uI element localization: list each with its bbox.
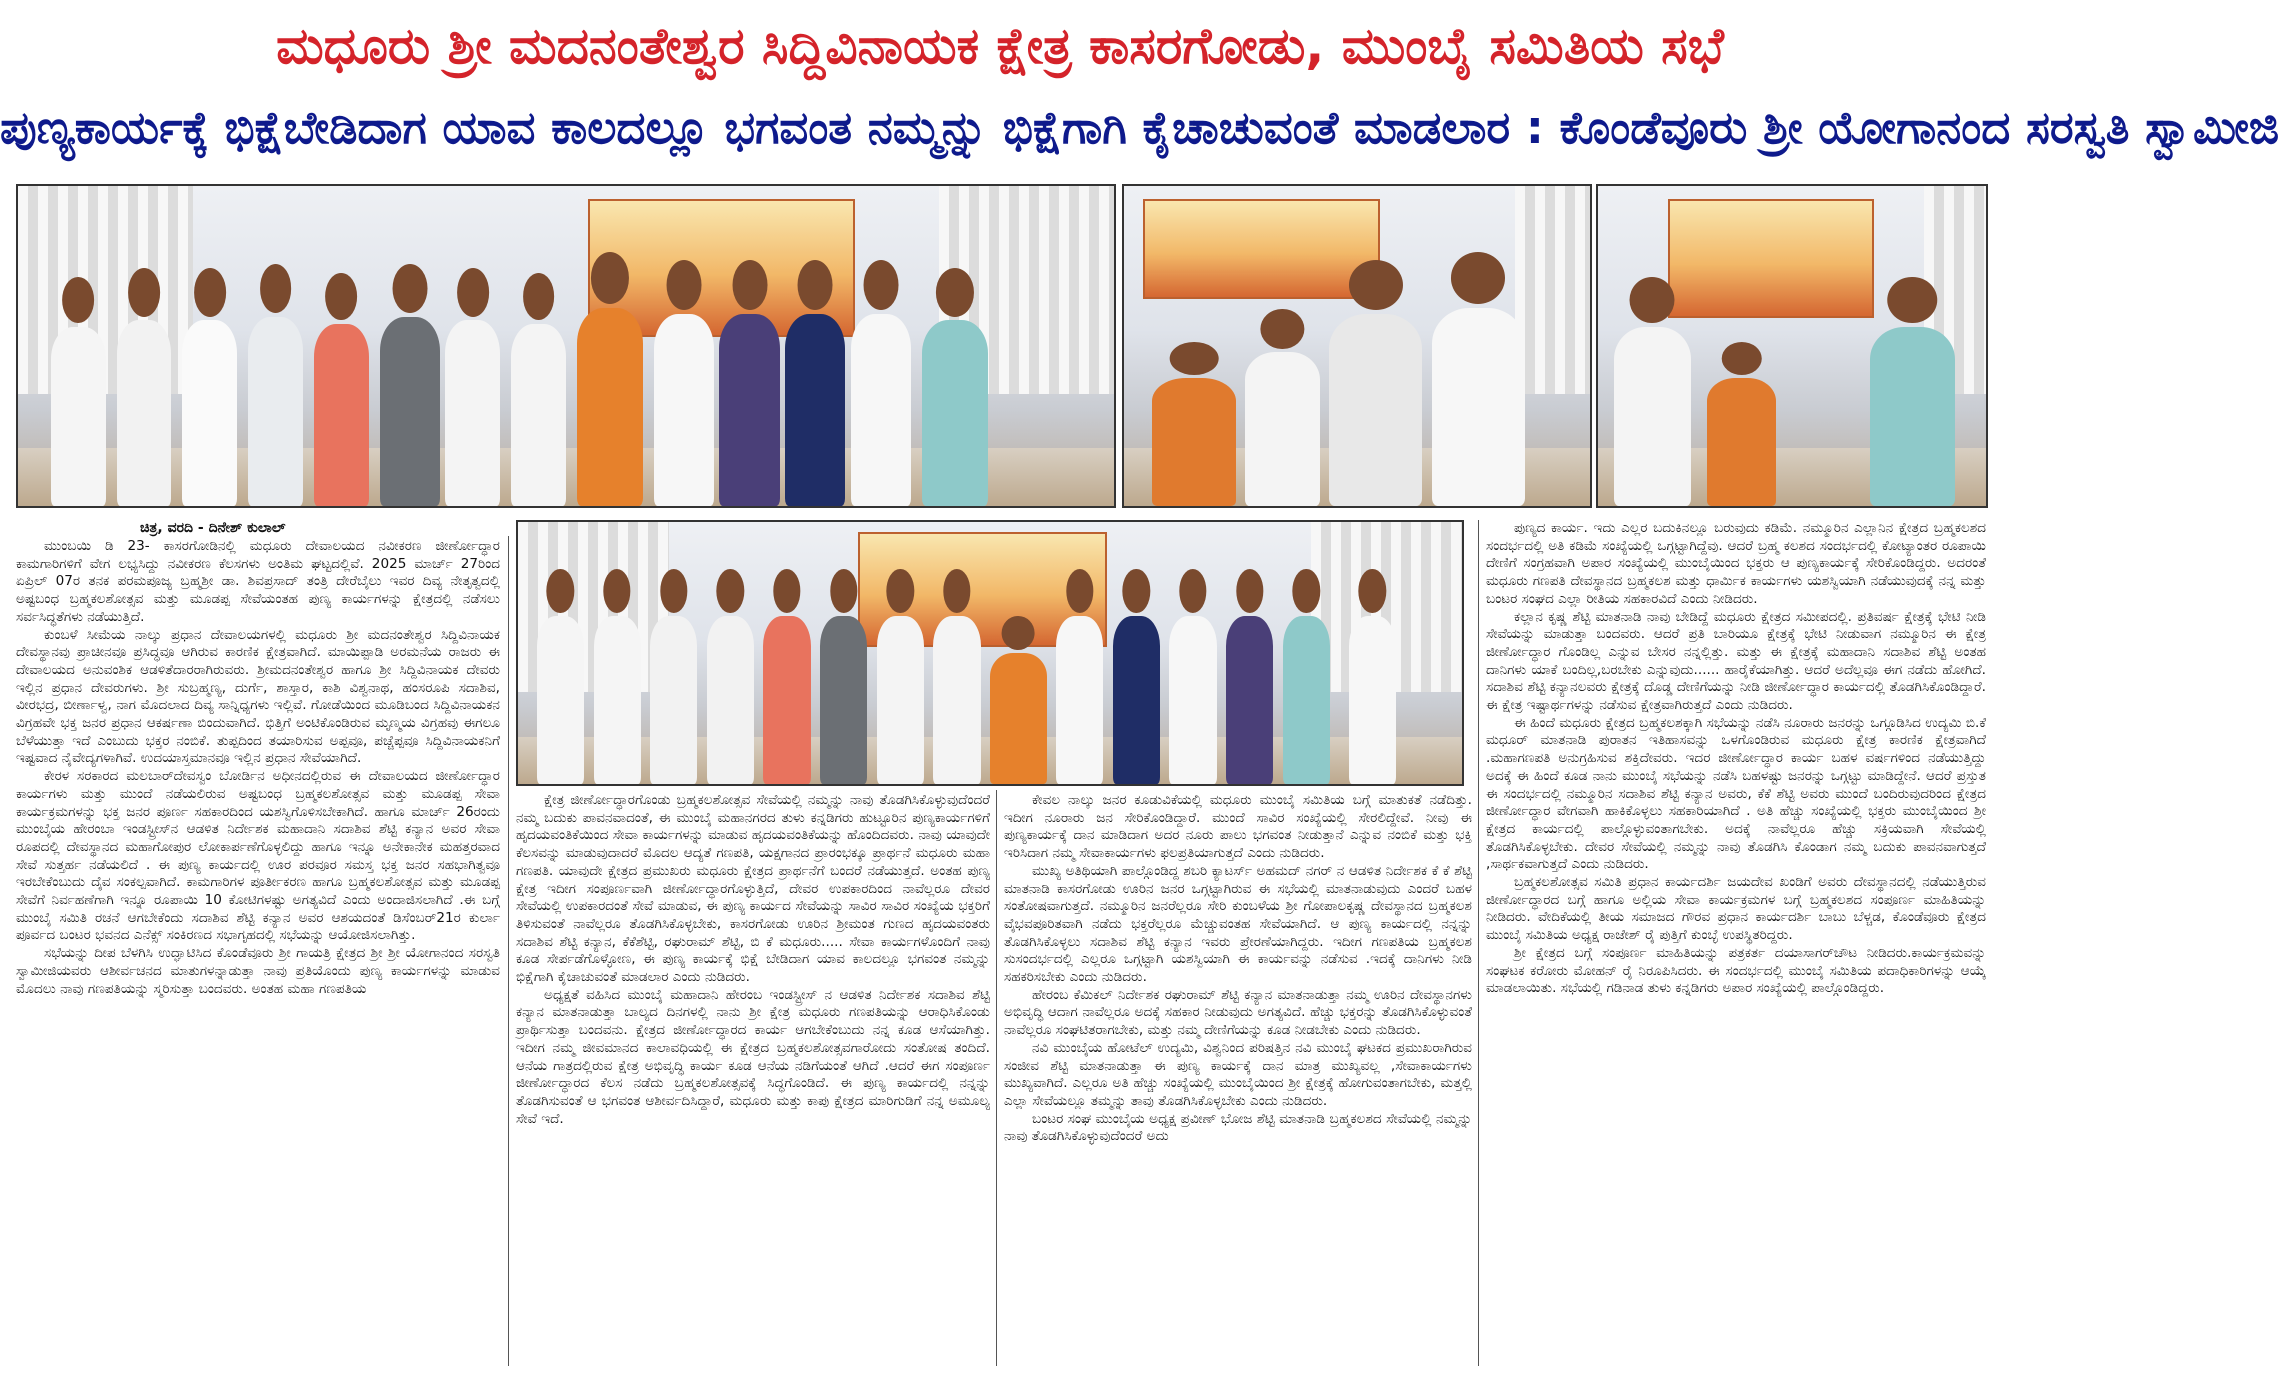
paragraph: ಸಭೆಯನ್ನು ದೀಪ ಬೆಳಗಿಸಿ ಉದ್ಘಾಟಿಸಿದ ಕೊಂಡೆವೂರು ಶ್ರೀ ಗಾಯತ್ರಿ ಕ್ಷೇತ್ರದ ಶ್ರೀ ಶ್ರೀ ಯೋಗಾನಂದ ಸರಸ್ವತಿ ಸ್ವಾಮೀಜಿಯವರು ಆಶೀರ್ವಚನದ ಮಾತುಗಳನ್ನಾಡುತ್ತಾ ನಾವು ಪ್ರತಿಯೊಂದು ಪುಣ್ಯ ಕಾರ್ಯಗಳನ್ನು ಮಾಡುವ ಮೊದಲು ನಾವು ಗಣಪತಿಯನ್ನು ಸ್ಮರಿಸುತ್ತಾ ಬಂದವರು. ಅಂತಹ ಮಹಾ ಗಣಪತಿಯ [16, 945, 500, 997]
paragraph: ಬಂಟರ ಸಂಘ ಮುಂಬೈಯ ಅಧ್ಯಕ್ಷ ಪ್ರವೀಣ್ ಭೋಜ ಶೆಟ್ಟಿ ಮಾತನಾಡಿ ಬ್ರಹ್ಮಕಲಶದ ಸೇವೆಯಲ್ಲಿ ನಮ್ಮನ್ನು ನಾವು ತೊಡಗಿಸಿಕೊಳ್ಳುವುದೆಂದರೆ ಅದು [1004, 1110, 1472, 1145]
paragraph: ಕೇರಳ ಸರಕಾರದ ಮಲಬಾರ್‌ದೇವಸ್ವಂ ಬೋರ್ಡಿನ ಅಧೀನದಲ್ಲಿರುವ ಈ ದೇವಾಲಯದ ಜೀರ್ಣೋದ್ಧಾರ ಕಾರ್ಯಗಳು ಮತ್ತು ಮುಂದೆ ನಡೆಯಲಿರುವ ಅಷ್ಟಬಂಧ ಬ್ರಹ್ಮಕಲಶೋತ್ಸವ ಮತ್ತು ಮೂಡಪ್ಪ ಸೇವಾ ಕಾರ್ಯಕ್ರಮಗಳನ್ನು ಭಕ್ತ ಜನರ ಪೂರ್ಣ ಸಹಕಾರದಿಂದ ಯಶಸ್ವಿಗೊಳಿಸಬೇಕಾಗಿದೆ. ಹಾಗೂ ಮಾರ್ಚ್ 26ರಂದು ಮುಂಬೈಯ ಹೇರಂಬಾ ಇಂಡಸ್ಟ್ರೀಸ್‌ನ ಆಡಳಿತ ನಿರ್ದೇಶಕ ಮಹಾದಾನಿ ಸದಾಶಿವ ಶೆಟ್ಟಿ ಕನ್ಯಾನ ಅವರ ಸೇವಾ ರೂಪದಲ್ಲಿ ದೇವಸ್ಥಾನದ ಮಹಾಗೋಪುರ ಲೋಕಾರ್ಪಣೆಗೊಳ್ಳಲಿದ್ದು ಹಾಗೂ ಇನ್ನೂ ಅನೇಕಾನೇಕ ಮಹತ್ತರವಾದ ಸೇವೆ ಸುತ್ತರ್ಹ ನಡೆಯಲಿದೆ . ಈ ಪುಣ್ಯ ಕಾರ್ಯದಲ್ಲಿ ಊರ ಪರವೂರ ಸಮಸ್ತ ಭಕ್ತ ಜನರ ಸಹಭಾಗಿತ್ವವೂ ಇರಬೇಕೆಂಬುದು ದೈವ ಸಂಕಲ್ಪವಾಗಿದೆ. ಕಾಮಗಾರಿಗಳ ಪೂರ್ತೀಕರಣ ಹಾಗೂ ಬ್ರಹ್ಮಕಲಶೋತ್ಸವ ಮತ್ತು ಮೂಡಪ್ಪ ಸೇವೆಗೆ ನಿರ್ವಹಣೆಗಾಗಿ ಇನ್ನೂ ರೂಪಾಯಿ 10 ಕೋಟಿಗಳಷ್ಟು ಅಗತ್ಯವಿದೆ ಎಂದು ಅಂದಾಜಿಸಲಾಗಿದೆ .ಈ ಬಗ್ಗೆ ಮುಂಬೈ ಸಮಿತಿ ರಚನೆ ಆಗಬೇಕೆಂದು ಸದಾಶಿವ ಶೆಟ್ಟಿ ಕನ್ಯಾನ ಅವರ ಆಶಯದಂತೆ ಡಿಸೆಂಬರ್21ರ ಕುರ್ಲಾ ಪೂರ್ವದ ಬಂಟರ ಭವನದ ಎನೆಕ್ಸ್ ಸಂಕಿರಣದ ಸಭಾಗೃಹದಲ್ಲಿ ಸಭೆಯನ್ನು ಆಯೋಜಿಸಲಾಗಿತ್ತು. [16, 768, 500, 944]
article-column-4 [1486, 520, 1986, 1368]
paragraph: ಕುಂಬಳೆ ಸೀಮೆಯ ನಾಲ್ಕು ಪ್ರಧಾನ ದೇವಾಲಯಗಳಲ್ಲಿ ಮಧೂರು ಶ್ರೀ ಮದನಂತೇಶ್ವರ ಸಿದ್ದಿವಿನಾಯಕ ದೇವಸ್ಥಾನವು ಪ್ರಾಚೀನವೂ ಪ್ರಸಿದ್ಧವೂ ಆಗಿರುವ ಕಾರಣಿಕ ಕ್ಷೇತ್ರವಾಗಿದೆ. ಮಾಯಿಪ್ಪಾಡಿ ಅರಮನೆಯ ರಾಜರು ಈ ದೇವಾಲಯದ ಅನುವಂಶಿಕ ಆಡಳಿತೆದಾರರಾಗಿರುವರು. ಶ್ರೀಮದನಂತೇಶ್ವರ ಹಾಗೂ ಶ್ರೀ ಸಿದ್ದಿವಿನಾಯಕ ದೇವರು ಇಲ್ಲಿನ ಪ್ರಧಾನ ದೇವರುಗಳು. ಶ್ರೀ ಸುಬ್ರಹ್ಮಣ್ಯ, ದುರ್ಗೆ, ಶಾಸ್ತಾರ, ಕಾಶಿ ವಿಶ್ವನಾಥ, ಹಂಸರೂಪಿ ಸದಾಶಿವ, ವೀರಭದ್ರ, ಬೀರ್ಣಾಳ್ವ, ನಾಗ ಮೊದಲಾದ ದಿವ್ಯ ಸಾನ್ನಿಧ್ಯಗಳು ಇಲ್ಲಿವೆ. ಗೋಡೆಯಿಂದ ಮೂಡಿಬಂದ ಸಿದ್ದಿವಿನಾಯಕನ ವಿಗ್ರಹವೇ ಭಕ್ತ ಜನರ ಪ್ರಧಾನ ಆಕರ್ಷಣಾ ಬಿಂದುವಾಗಿದೆ. ಭಿತ್ತಿಗೆ ಅಂಟಿಕೊಂಡಿರುವ ಮೃಣ್ಮಯ ವಿಗ್ರಹವು ಈಗಲೂ ಬೆಳೆಯುತ್ತಾ ಇದೆ ಎಂಬುದು ಭಕ್ತರ ನಂಬಿಕೆ. ತುಪ್ಪದಿಂದ ತಯಾರಿಸುವ ಅಪ್ಪವೂ, ಪಚ್ಚೆಪ್ಪವೂ ಸಿದ್ದಿವಿನಾಯಕನಿಗೆ ಇಷ್ಟವಾದ ನೈವೇದ್ಯಗಳಾಗಿವೆ. ಉದಯಾಸ್ತಮಾನವೂ ಇಲ್ಲಿನ ಪ್ರಧಾನ ಸೇವೆಯಾಗಿದೆ. [16, 626, 500, 767]
paragraph: ನವಿ ಮುಂಬೈಯ ಹೋಟೆಲ್ ಉದ್ಯಮಿ, ವಿಶ್ವನಿಂದ ಪರಿಷತ್ತಿನ ನವಿ ಮುಂಬೈ ಘಟಕದ ಪ್ರಮುಖರಾಗಿರುವ ಸಂಜೀವ ಶೆಟ್ಟಿ ಮಾತನಾಡುತ್ತಾ ಈ ಪುಣ್ಯ ಕಾರ್ಯಕ್ಕೆ ದಾನ ಮಾತ್ರ ಮುಖ್ಯವಲ್ಲ ,ಸೇವಾಕಾರ್ಯಗಳು ಮುಖ್ಯವಾಗಿದೆ. ಎಲ್ಲರೂ ಅತಿ ಹೆಚ್ಚು ಸಂಖ್ಯೆಯಲ್ಲಿ ಮುಂಬೈಯಿಂದ ಶ್ರೀ ಕ್ಷೇತ್ರಕ್ಕೆ ಹೋಗುವಂತಾಗಬೇಕು, ಮತ್ತಲ್ಲಿ ಎಲ್ಲಾ ಸೇವೆಯಲ್ಲೂ ತಮ್ಮನ್ನು ತಾವು ತೊಡಗಿಸಿಕೊಳ್ಳಬೇಕು ಎಂದು ನುಡಿದರು. [1004, 1039, 1472, 1109]
article-column-3 [1004, 792, 1472, 1368]
article-column-1 [16, 538, 500, 1368]
paragraph: ಹೇರಂಬ ಕೆಮಿಕಲ್ ನಿರ್ದೇಶಕ ರಘುರಾಮ್ ಶೆಟ್ಟಿ ಕನ್ಯಾನ ಮಾತನಾಡುತ್ತಾ ನಮ್ಮ ಊರಿನ ದೇವಸ್ಥಾನಗಳು ಅಭಿವೃದ್ಧಿ ಆದಾಗ ನಾವೆಲ್ಲರೂ ಅದಕ್ಕೆ ಸಹಕಾರ ನೀಡುವುದು ಅಗತ್ಯವಿದೆ. ಹೆಚ್ಚು ಭಕ್ತರನ್ನು ತೊಡಗಿಸಿಕೊಳ್ಳುವಂತೆ ನಾವೆಲ್ಲರೂ ಸಂಘಟಿತರಾಗಬೇಕು, ಮತ್ತು ನಮ್ಮ ದೇಣಿಗೆಯನ್ನು ಕೂಡ ನೀಡಬೇಕು ಎಂದು ನುಡಿದರು. [1004, 986, 1472, 1039]
presentation-photo [1596, 184, 1988, 508]
column-divider [996, 790, 997, 1366]
column-divider [508, 536, 509, 1366]
release-photo [516, 520, 1464, 786]
paragraph: ಬ್ರಹ್ಮಕಲಶೋತ್ಸವ ಸಮಿತಿ ಪ್ರಧಾನ ಕಾರ್ಯದರ್ಶಿ ಜಯದೇವ ಖಂಡಿಗೆ ಅವರು ದೇವಸ್ಥಾನದಲ್ಲಿ ನಡೆಯುತ್ತಿರುವ ಜೀರ್ಣೋದ್ಧಾರದ ಬಗ್ಗೆ ಹಾಗೂ ಅಲ್ಲಿಯ ಸೇವಾ ಕಾರ್ಯಕ್ರಮಗಳ ಬಗ್ಗೆ ಬ್ರಹ್ಮಕಲಶದ ಸಂಪೂರ್ಣ ಮಾಹಿತಿಯನ್ನು ನೀಡಿದರು. ವೇದಿಕೆಯಲ್ಲಿ ತೀಯ ಸಮಾಜದ ಗೌರವ ಪ್ರಧಾನ ಕಾರ್ಯದರ್ಶಿ ಬಾಬು ಬೆಳ್ಚಡ, ಕೊಂಡೆವೂರು ಕ್ಷೇತ್ರದ ಮುಂಬೈ ಸಮಿತಿಯ ಅಧ್ಯಕ್ಷ ರಾಜೇಶ್ ರೈ ಪುತ್ತಿಗೆ ಕುಂಬ್ಳೆ ಉಪಸ್ಥಿತರಿದ್ದರು. [1486, 874, 1986, 944]
paragraph: ಕ್ಷೇತ್ರ ಜೀರ್ಣೋದ್ಧಾರಗೊಂಡು ಬ್ರಹ್ಮಕಲಶೋತ್ಸವ ಸೇವೆಯಲ್ಲಿ ನಮ್ಮನ್ನು ನಾವು ತೊಡಗಿಸಿಕೊಳ್ಳುವುದೆಂದರೆ ನಮ್ಮ ಬದುಕು ಪಾವನವಾದಂತೆ, ಈ ಮುಂಬೈ ಮಹಾನಗರದ ತುಳು ಕನ್ನಡಿಗರು ಹುಟ್ಟೂರಿನ ಪುಣ್ಯಕಾರ್ಯಗಳಿಗೆ ಹೃದಯವಂತಿಕೆಯಿಂದ ಸೇವಾ ಕಾರ್ಯಗಳನ್ನು ಮಾಡುವ ಹೃದಯವಂತಿಕೆಯನ್ನು ಹೊಂದಿದವರು. ನಾವು ಯಾವುದೇ ಕೆಲಸವನ್ನು ಮಾಡುವುದಾದರೆ ಮೊದಲ ಆದ್ಯತೆ ಗಣಪತಿ, ಯಕ್ಷಗಾನದ ಪ್ರಾರಂಭಕ್ಕೂ ಪ್ರಾರ್ಥನೆ ಮಧೂರು ಮಹಾ ಗಣಪತಿ. ಯಾವುದೇ ಕ್ಷೇತ್ರದ ಪ್ರಮುಖರು ಮಧೂರು ಕ್ಷೇತ್ರದ ಪ್ರಾರ್ಥನೆಗೆ ಬಂದರೆ ನಡೆಯುತ್ತದೆ. ಅಂತಹ ಪುಣ್ಯ ಕ್ಷೇತ್ರ ಇದೀಗ ಸಂಪೂರ್ಣವಾಗಿ ಜೀರ್ಣೋದ್ಧಾರಗೊಳ್ಳುತ್ತಿದೆ, ದೇವರ ಉಪಕಾರದಿಂದ ನಾವೆಲ್ಲರೂ ದೇವರ ಸೇವೆಯಲ್ಲಿ ಉಪಕಾರದಂತೆ ಸೇವೆ ಮಾಡುವ, ಈ ಪುಣ್ಯ ಕಾರ್ಯದ ಸೇವೆಯನ್ನು ಸಾವಿರ ಸಾವಿರ ಸಂಖ್ಯೆಯ ಭಕ್ತರಿಗೆ ತಿಳಿಸುವಂತೆ ನಾವೆಲ್ಲರೂ ತೊಡಗಿಸಿಕೊಳ್ಳಬೇಕು, ಕಾಸರಗೋಡು ಊರಿನ ಶ್ರೀಮಂತ ಗುಣದ ಹೃದಯವಂತರು ಸದಾಶಿವ ಶೆಟ್ಟಿ ಕನ್ಯಾನ, ಕೆಕೆಶೆಟ್ಟಿ, ರಘುರಾಮ್ ಶೆಟ್ಟಿ, ಬಿ ಕೆ ಮಧೂರು..... ಸೇವಾ ಕಾರ್ಯಗಳೊಂದಿಗೆ ನಾವು ಕೂಡ ಸೇರ್ಪಡೆಗೊಳ್ಳೋಣ, ಈ ಪುಣ್ಯ ಕಾರ್ಯಕ್ಕೆ ಭಿಕ್ಷೆ ಬೇಡಿದಾಗ ಯಾವ ಕಾಲದಲ್ಲೂ ಭಗವಂತ ನಮ್ಮನ್ನು ಭಿಕ್ಷೆಗಾಗಿ ಕೈಚಾಚುವಂತೆ ಮಾಡಲಾರ ಎಂದು ನುಡಿದರು. [516, 792, 991, 986]
group-photo [16, 184, 1116, 508]
paragraph: ಪುಣ್ಯದ ಕಾರ್ಯ. ಇದು ಎಲ್ಲರ ಬದುಕಿನಲ್ಲೂ ಬರುವುದು ಕಡಿಮೆ. ನಮ್ಮೂರಿನ ಎಲ್ಲಾನಿನ ಕ್ಷೇತ್ರದ ಬ್ರಹ್ಮಕಲಶದ ಸಂದರ್ಭದಲ್ಲಿ ಅತಿ ಕಡಿಮೆ ಸಂಖ್ಯೆಯಲ್ಲಿ ಒಗ್ಗಟ್ಟಾಗಿದ್ದೆವು. ಆದರೆ ಬ್ರಹ್ಮ ಕಲಶದ ಸಂದರ್ಭದಲ್ಲಿ ಕೋಟ್ಯಾಂತರ ರೂಪಾಯಿ ದೇಣಿಗೆ ಸಂಗ್ರಹವಾಗಿ ಅಪಾರ ಸಂಖ್ಯೆಯಲ್ಲಿ ಮುಂಬೈಯಿಂದ ಭಕ್ತರು ಆ ಪುಣ್ಯಕಾರ್ಯಕ್ಕೆ ಸೇರಿಕೊಂಡಿದ್ದರು. ಅದರಂತೆ ಮಧೂರು ಗಣಪತಿ ದೇವಸ್ಥಾನದ ಬ್ರಹ್ಮಕಲಶ ಮತ್ತು ಧಾರ್ಮಿಕ ಕಾರ್ಯಗಳು ಯಶಸ್ವಿಯಾಗಿ ನಡೆಯುವುದಕ್ಕೆ ನನ್ನ ಮತ್ತು ಬಂಟರ ಸಂಘದ ಎಲ್ಲಾ ರೀತಿಯ ಸಹಕಾರವಿದೆ ಎಂದು ನೀಡಿದರು. [1486, 520, 1986, 607]
paragraph: ಕಲ್ಲಾನ ಕೃಷ್ಣ ಶೆಟ್ಟಿ ಮಾತನಾಡಿ ನಾವು ಬೇಡಿದ್ದೆ ಮಧೂರು ಕ್ಷೇತ್ರದ ಸಮೀಪದಲ್ಲಿ. ಪ್ರತಿವರ್ಷ ಕ್ಷೇತ್ರಕ್ಕೆ ಭೇಟಿ ನೀಡಿ ಸೇವೆಯನ್ನು ಮಾಡುತ್ತಾ ಬಂದವರು. ಆದರೆ ಪ್ರತಿ ಬಾರಿಯೂ ಕ್ಷೇತ್ರಕ್ಕೆ ಭೇಟಿ ನೀಡುವಾಗ ನಮ್ಮೂರಿನ ಈ ಕ್ಷೇತ್ರ ಜೀರ್ಣೋದ್ಧಾರ ಗೊಂಡಿಲ್ಲ ಎನ್ನುವ ಬೇಸರ ನನ್ನಲ್ಲಿತ್ತು. ಮತ್ತು ಈ ಕ್ಷೇತ್ರಕ್ಕೆ ಮಹಾದಾನಿ ಸದಾಶಿವ ಶೆಟ್ಟಿ ಅಂತಹ ದಾನಿಗಳು ಯಾಕೆ ಬಂದಿಲ್ಲ,ಬರಬೇಕು ಎನ್ನುವುದು...... ಹಾರೈಕೆಯಾಗಿತ್ತು. ಆದರೆ ಅದೆಲ್ಲವೂ ಈಗ ನಡೆದು ಹೋಗಿದೆ. ಸದಾಶಿವ ಶೆಟ್ಟಿ ಕನ್ಯಾನಲವರು ಕ್ಷೇತ್ರಕ್ಕೆ ದೊಡ್ಡ ದೇಣಿಗೆಯನ್ನು ನೀಡಿ ಜೀರ್ಣೋದ್ಧಾರ ಕಾರ್ಯದಲ್ಲಿ ತೊಡಗಿಸಿಕೊಂಡಿದ್ದಾರೆ. ಈ ಕ್ಷೇತ್ರ ಇಷ್ಟಾರ್ಥಗಳನ್ನು ನಡೆಸುವ ಕ್ಷೇತ್ರವಾಗಿರುತ್ತದೆ ಎಂದು ನುಡಿದರು. [1486, 608, 1986, 714]
paragraph: ಅಧ್ಯಕ್ಷತೆ ವಹಿಸಿದ ಮುಂಬೈ ಮಹಾದಾನಿ ಹೇರಂಬ ಇಂಡಸ್ಟ್ರೀಸ್ ನ ಆಡಳಿತ ನಿರ್ದೇಶಕ ಸದಾಶಿವ ಶೆಟ್ಟಿ ಕನ್ಯಾನ ಮಾತನಾಡುತ್ತಾ ಬಾಲ್ಯದ ದಿನಗಳಲ್ಲಿ ನಾನು ಶ್ರೀ ಕ್ಷೇತ್ರ ಮಧೂರು ಗಣಪತಿಯನ್ನು ಆರಾಧಿಸಿಕೊಂಡು ಪ್ರಾರ್ಥಿಸುತ್ತಾ ಬಂದವನು. ಕ್ಷೇತ್ರದ ಜೀರ್ಣೋದ್ಧಾರದ ಕಾರ್ಯ ಆಗಬೇಕೆಂಬುದು ನನ್ನ ಕೂಡ ಆಸೆಯಾಗಿತ್ತು. ಇದೀಗ ನಮ್ಮ ಜೀವಮಾನದ ಕಾಲಾವಧಿಯಲ್ಲಿ ಈ ಕ್ಷೇತ್ರದ ಬ್ರಹ್ಮಕಲಶೋತ್ಸವಗಾರೋದು ಸಂತೋಷ ತಂದಿದೆ. ಆನೆಯ ಗಾತ್ರದಲ್ಲಿರುವ ಕ್ಷೇತ್ರ ಅಭಿವೃದ್ಧಿ ಕಾರ್ಯ ಕೂಡ ಆನೆಯ ನಡಿಗೆಯಂತೆ ಆಗಿದೆ .ಆದರೆ ಈಗ ಸಂಪೂರ್ಣ ಜೀರ್ಣೋದ್ಧಾರದ ಕೆಲಸ ನಡೆದು ಬ್ರಹ್ಮಕಲಶೋತ್ಸವಕ್ಕೆ ಸಿದ್ಧಗೊಂಡಿದೆ. ಈ ಪುಣ್ಯ ಕಾರ್ಯದಲ್ಲಿ ನನ್ನನ್ನು ತೊಡಗಿಸುವಂತೆ ಆ ಭಗವಂತ ಆಶೀರ್ವದಿಸಿದ್ದಾರೆ, ಮಧೂರು ಮತ್ತು ಕಾಪು ಕ್ಷೇತ್ರದ ಮಾರಿಗುಡಿಗೆ ನನ್ನ ಅಮೂಲ್ಯ ಸೇವೆ ಇದೆ. [516, 986, 990, 1127]
paragraph: ಈ ಹಿಂದೆ ಮಧೂರು ಕ್ಷೇತ್ರದ ಬ್ರಹ್ಮಕಲಶಕ್ಕಾಗಿ ಸಭೆಯನ್ನು ನಡೆಸಿ ನೂರಾರು ಜನರನ್ನು ಒಗ್ಗೂಡಿಸಿದ ಉದ್ಯಮಿ ಬಿ.ಕೆ ಮಧೂರ್ ಮಾತನಾಡಿ ಪುರಾತನ ಇತಿಹಾಸವನ್ನು ಒಳಗೊಂಡಿರುವ ಮಧೂರು ಕ್ಷೇತ್ರ ಕಾರಣಿಕ ಕ್ಷೇತ್ರವಾಗಿದೆ .ಮಹಾಗಣಪತಿ ಅನುಗ್ರಹಿಸುವ ಶಕ್ತಿದೇವರು. ಇದರ ಜೀರ್ಣೋದ್ಧಾರ ಕಾರ್ಯ ಬಹಳ ವರ್ಷಗಳಿಂದ ನಡೆಯುತ್ತಿದ್ದು ಅದಕ್ಕೆ ಈ ಹಿಂದೆ ಕೂಡ ನಾನು ಮುಂಬೈ ಸಭೆಯನ್ನು ನಡೆಸಿ ಬಹಳಷ್ಟು ಜನರನ್ನು ಒಗ್ಗಟ್ಟು ಮಾಡಿದ್ದೇನೆ. ಆದರೆ ಪ್ರಸ್ತುತ ಈ ಸಂದರ್ಭದಲ್ಲಿ ನಮ್ಮೂರಿನ ಸದಾಶಿವ ಶೆಟ್ಟಿ ಕನ್ಯಾನ ಅವರು, ಕೆಕೆ ಶೆಟ್ಟಿ ಅವರು ಮುಂದೆ ಬಂದಿರುವುದರಿಂದ ಕ್ಷೇತ್ರದ ಜೀರ್ಣೋದ್ಧಾರ ವೇಗವಾಗಿ ಹಾಕಿಕೊಳ್ಳಲು ಸಹಕಾರಿಯಾಗಿದೆ . ಅತಿ ಹೆಚ್ಚು ಸಂಖ್ಯೆಯಲ್ಲಿ ಭಕ್ತರು ಮುಂಬೈಯಿಂದ ಶ್ರೀ ಕ್ಷೇತ್ರದ ಕಾರ್ಯದಲ್ಲಿ ಪಾಲ್ಗೊಳ್ಳುವಂತಾಗಬೇಕು. ಅದಕ್ಕೆ ನಾವೆಲ್ಲರೂ ಹೆಚ್ಚು ಸಕ್ರಿಯವಾಗಿ ಸೇವೆಯಲ್ಲಿ ತೊಡಗಿಸಿಕೊಳ್ಳಬೇಕು. ದೇವರ ಸೇವೆಯಲ್ಲಿ ನಮ್ಮನ್ನು ನಾವು ತೊಡಗಿಸಿ ಕೊಂಡಾಗ ನಮ್ಮ ಬದುಕು ಪಾವನವಾಗುತ್ತದೆ ,ಸಾರ್ಥಕವಾಗುತ್ತದೆ ಎಂದು ನುಡಿದರು. [1486, 714, 1986, 873]
article-column-2 [516, 792, 990, 1368]
paragraph: ಮುಖ್ಯ ಅತಿಥಿಯಾಗಿ ಪಾಲ್ಗೊಂಡಿದ್ದ ಶಬರಿ ಕ್ಯಾಟರ್ಸ್ ಅಹಮದ್ ನಗರ್ ನ ಆಡಳಿತ ನಿರ್ದೇಶಕ ಕೆ ಕೆ ಶೆಟ್ಟಿ ಮಾತನಾಡಿ ಕಾಸರಗೋಡು ಊರಿನ ಜನರ ಒಗ್ಗಟ್ಟಾಗಿರುವ ಈ ಸಭೆಯಲ್ಲಿ ಮಾತನಾಡುವುದು ಎಂದರೆ ಬಹಳ ಸಂತೋಷವಾಗುತ್ತದೆ. ನಮ್ಮೂರಿನ ಜನರೆಲ್ಲರೂ ಸೇರಿ ಕುಂಬಳೆಯ ಶ್ರೀ ಗೋಪಾಲಕೃಷ್ಣ ದೇವಸ್ಥಾನದ ಬ್ರಹ್ಮಕಲಶ ವೈಭವಪೂರಿತವಾಗಿ ನಡೆದು ಭಕ್ತರೆಲ್ಲರೂ ಮೆಚ್ಚುವಂತಹ ಸೇವೆಯಾಗಿದೆ. ಆ ಪುಣ್ಯ ಕಾರ್ಯದಲ್ಲಿ ನನ್ನನ್ನು ತೊಡಗಿಸಿಕೊಳ್ಳಲು ಸದಾಶಿವ ಶೆಟ್ಟಿ ಕನ್ಯಾನ ಇವರು ಪ್ರೇರಣೆಯಾಗಿದ್ದರು. ಇದೀಗ ಗಣಪತಿಯ ಬ್ರಹ್ಮಕಲಶ ಸುಸಂದರ್ಭದಲ್ಲಿ ಎಲ್ಲರೂ ಒಗ್ಗಟ್ಟಾಗಿ ಯಶಸ್ವಿಯಾಗಿ ಈ ಕಾರ್ಯವನ್ನು ನಡೆಸುವ .ಇದಕ್ಕೆ ದಾನಿಗಳು ನೀಡಿ ಸಹಕರಿಸಬೇಕು ಎಂದು ನುಡಿದರು. [1004, 862, 1472, 986]
column-divider [1478, 520, 1479, 1366]
main-headline: ಮಧೂರು ಶ್ರೀ ಮದನಂತೇಶ್ವರ ಸಿದ್ದಿವಿನಾಯಕ ಕ್ಷೇತ್ರ ಕಾಸರಗೋಡು, ಮುಂಬೈ ಸಮಿತಿಯ ಸಭೆ [276, 17, 1724, 75]
paragraph: ಮುಂಬಯಿ ಡಿ 23- ಕಾಸರಗೋಡಿನಲ್ಲಿ ಮಧೂರು ದೇವಾಲಯದ ನವೀಕರಣ ಜೀರ್ಣೋದ್ಧಾರ ಕಾಮಗಾರಿಗಳಿಗೆ ವೇಗ ಲಭ್ಯಸಿದ್ದು ನವೀಕರಣ ಕೆಲಸಗಳು ಅಂತಿಮ ಘಟ್ಟದಲ್ಲಿವೆ. 2025 ಮಾರ್ಚ್ 27ರಿಂದ ಏಪ್ರಿಲ್ 07ರ ತನಕ ಪರಮಪೂಜ್ಯ ಬ್ರಹ್ಮಶ್ರೀ ಡಾ. ಶಿವಪ್ರಸಾದ್ ತಂತ್ರಿ ದೇರೆಬೈಲು ಇವರ ದಿವ್ಯ ನೇತೃತ್ವದಲ್ಲಿ ಅಷ್ಟಬಂಧ ಬ್ರಹ್ಮಕಲಶೋತ್ಸವ ಮತ್ತು ಮೂಡಪ್ಪ ಸೇವೆಯಂತಹ ಪುಣ್ಯ ಕಾರ್ಯಗಳನ್ನು ಕ್ಷೇತ್ರದಲ್ಲಿ ನಡೆಸಲು ಸರ್ವಸಿದ್ಧತೆಗಳು ನಡೆಯುತ್ತಿದೆ. [16, 538, 500, 625]
paragraph: ಕೇವಲ ನಾಲ್ಕು ಜನರ ಕೂಡುವಿಕೆಯಲ್ಲಿ ಮಧೂರು ಮುಂಬೈ ಸಮಿತಿಯ ಬಗ್ಗೆ ಮಾತುಕತೆ ನಡೆದಿತ್ತು. ಇದೀಗ ನೂರಾರು ಜನ ಸೇರಿಕೊಂಡಿದ್ದಾರೆ. ಮುಂದೆ ಸಾವಿರ ಸಂಖ್ಯೆಯಲ್ಲಿ ಸೇರಲಿದ್ದೇವೆ. ನೀವು ಈ ಪುಣ್ಯಕಾರ್ಯಕ್ಕೆ ದಾನ ಮಾಡಿದಾಗ ಅದರ ನೂರು ಪಾಲು ಭಗವಂತ ನೀಡುತ್ತಾನೆ ಎನ್ನುವ ನಂಬಿಕೆ ಮತ್ತು ಭಕ್ತಿ ಇರಿಸಿದಾಗ ನಮ್ಮ ಸೇವಾಕಾರ್ಯಗಳು ಫಲಪ್ರತಿಯಾಗುತ್ತದೆ ಎಂದು ನುಡಿದರು. [1004, 792, 1472, 862]
sub-headline: ಪುಣ್ಯಕಾರ್ಯಕ್ಕೆ ಭಿಕ್ಷೆಬೇಡಿದಾಗ ಯಾವ ಕಾಲದಲ್ಲೂ ಭಗವಂತ ನಮ್ಮನ್ನು ಭಿಕ್ಷೆಗಾಗಿ ಕೈಚಾಚುವಂತೆ ಮಾಡಲಾರ : ಕೊಂಡೆವೂರು ಶ್ರೀ ಯೋಗಾನಂದ ಸರಸ್ವತಿ ಸ್ವಾಮೀಜಿ [0, 101, 2279, 154]
paragraph: ಶ್ರೀ ಕ್ಷೇತ್ರದ ಬಗ್ಗೆ ಸಂಪೂರ್ಣ ಮಾಹಿತಿಯನ್ನು ಪತ್ರಕರ್ತ ದಯಾಸಾಗರ್‌ಚೌಟ ನೀಡಿದರು.ಕಾರ್ಯಕ್ರಮವನ್ನು ಸಂಘಟಕ ಕರೋರು ಮೋಹನ್ ರೈ ನಿರೂಪಿಸಿದರು. ಈ ಸಂದರ್ಭದಲ್ಲಿ ಮುಂಬೈ ಸಮಿತಿಯ ಪದಾಧಿಕಾರಿಗಳನ್ನು ಆಯ್ಕೆ ಮಾಡಲಾಯಿತು. ಸಭೆಯಲ್ಲಿ ಗಡಿನಾಡ ತುಳು ಕನ್ನಡಿಗರು ಅಪಾರ ಸಂಖ್ಯೆಯಲ್ಲಿ ಪಾಲ್ಗೊಂಡಿದ್ದರು. [1486, 944, 1986, 997]
photo-caption: ಚಿತ್ರ, ವರದಿ - ದಿನೇಶ್ ಕುಲಾಲ್ [140, 520, 286, 536]
felicitation-photo [1122, 184, 1592, 508]
